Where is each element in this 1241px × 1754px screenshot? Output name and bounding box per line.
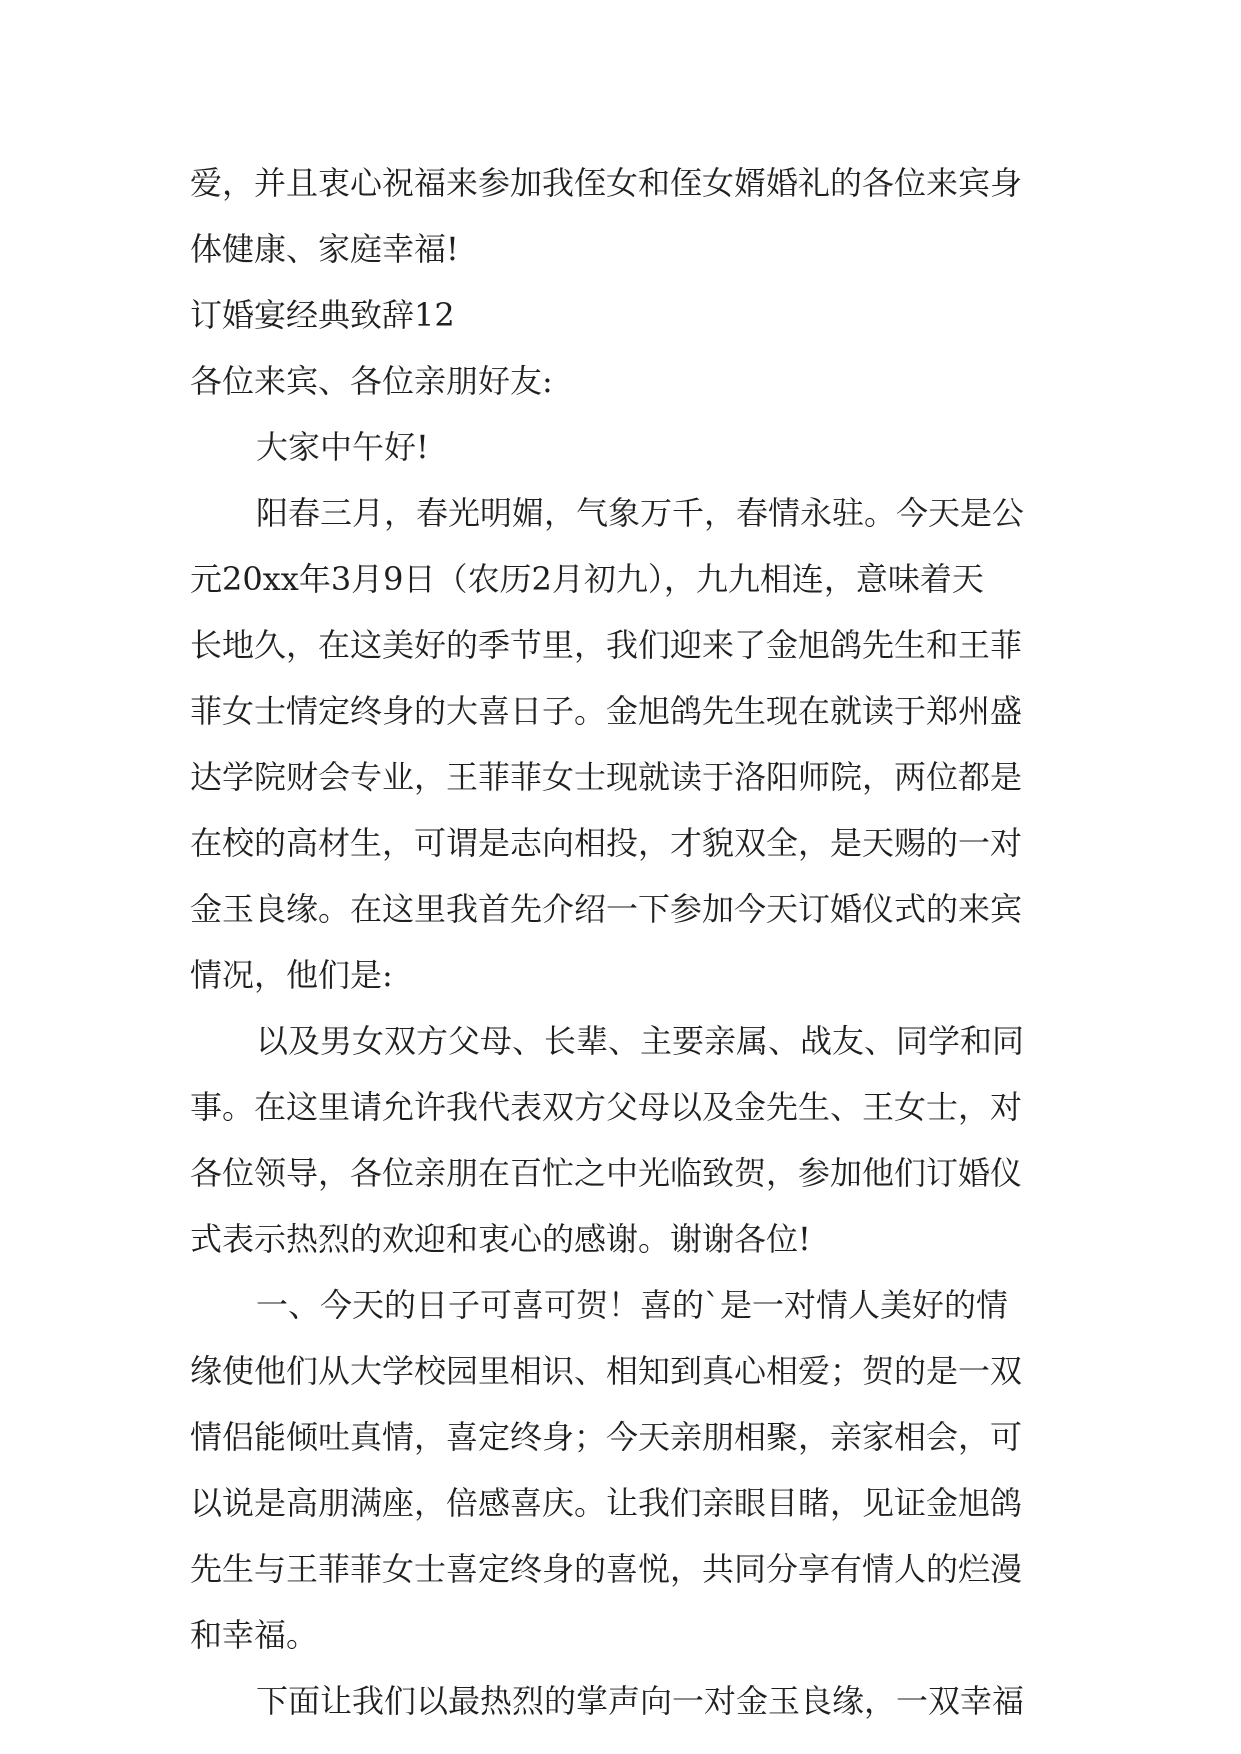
body-line: 以说是高朋满座，倍感喜庆。让我们亲眼目睹，见证金旭鸽 [190,1484,1023,1522]
paragraph-start: 以及男女双方父母、长辈、主要亲属、战友、同学和同 [256,1022,1025,1060]
greeting-line: 大家中午好! [256,428,429,466]
body-line: 金玉良缘。在这里我首先介绍一下参加今天订婚仪式的来宾 [190,890,1023,928]
body-line: 式表示热烈的欢迎和衷心的感谢。谢谢各位! [190,1220,811,1258]
paragraph-start: 下面让我们以最热烈的掌声向一对金玉良缘，一双幸福 [256,1682,1025,1720]
paragraph-start: 一、今天的日子可喜可贺！喜的`是一对情人美好的情 [256,1286,1009,1324]
paragraph-start: 阳春三月，春光明媚，气象万千，春情永驻。今天是公 [256,494,1025,532]
body-line: 体健康、家庭幸福! [190,230,459,268]
body-line: 缘使他们从大学校园里相识、相知到真心相爱；贺的是一双 [190,1352,1023,1390]
body-line: 情况，他们是: [190,956,393,994]
body-line: 先生与王菲菲女士喜定终身的喜悦，共同分享有情人的烂漫 [190,1550,1023,1588]
salutation: 各位来宾、各位亲朋好友: [190,362,553,400]
body-line: 事。在这里请允许我代表双方父母以及金先生、王女士，对 [190,1088,1023,1126]
body-line: 情侣能倾吐真情，喜定终身；今天亲朋相聚，亲家相会，可 [190,1418,1023,1456]
body-line: 元20xx年3月9日（农历2月初九），九九相连，意味着天 [190,560,984,598]
body-line: 达学院财会专业，王菲菲女士现就读于洛阳师院，两位都是 [190,758,1023,796]
section-heading: 订婚宴经典致辞12 [190,296,455,334]
body-line: 各位领导，各位亲朋在百忙之中光临致贺，参加他们订婚仪 [190,1154,1023,1192]
body-line: 长地久，在这美好的季节里，我们迎来了金旭鸽先生和王菲 [190,626,1023,664]
body-line: 菲女士情定终身的大喜日子。金旭鸽先生现在就读于郑州盛 [190,692,1023,730]
body-line: 在校的高材生，可谓是志向相投，才貌双全，是天赐的一对 [190,824,1023,862]
body-line: 爱，并且衷心祝福来参加我侄女和侄女婿婚礼的各位来宾身 [190,164,1023,202]
body-line: 和幸福。 [190,1616,319,1654]
